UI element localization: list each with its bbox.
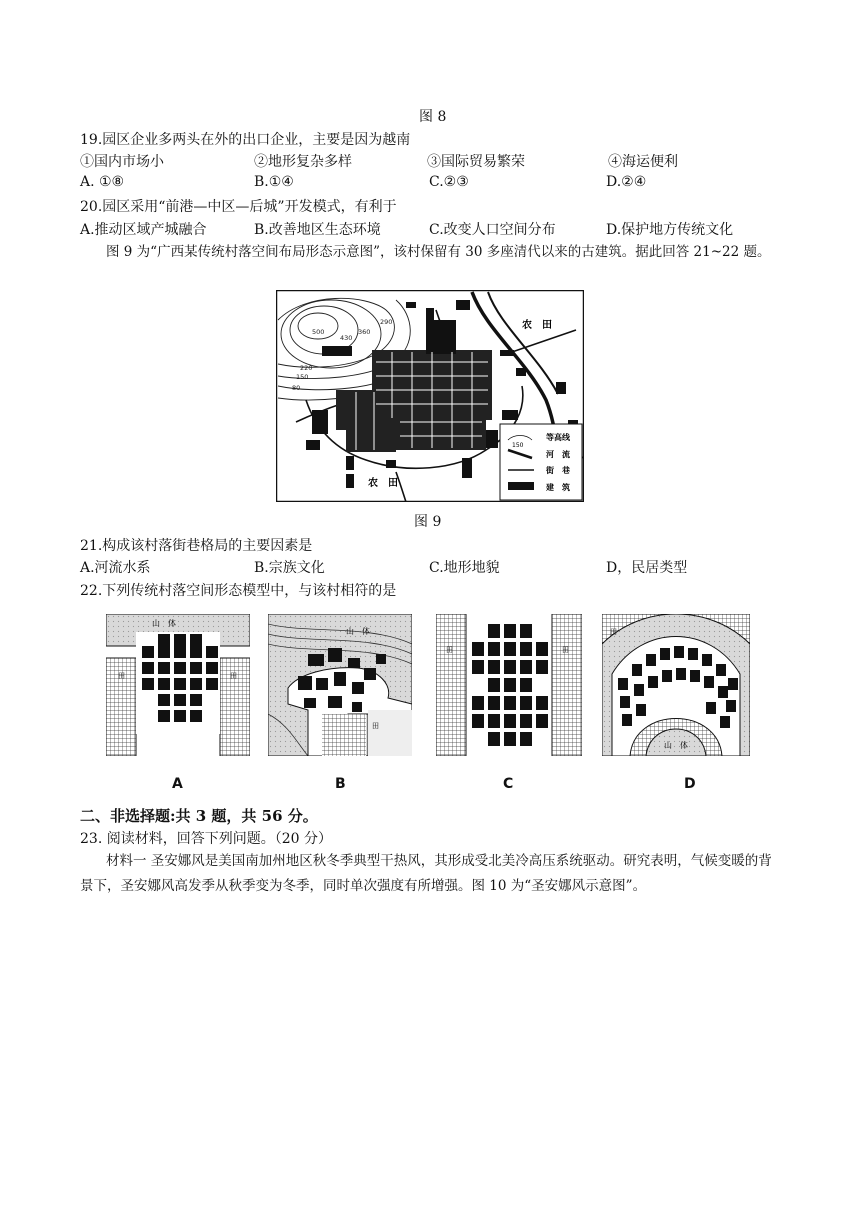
- q20-option-c[interactable]: C.改变人口空间分布: [429, 222, 556, 238]
- model-panel-c[interactable]: [436, 614, 582, 756]
- figure-8-caption: 图 8: [419, 109, 447, 125]
- figure-9-village-map: [276, 290, 584, 502]
- q19-item-1: ①国内市场小: [80, 154, 164, 170]
- q20-option-d[interactable]: D.保护地方传统文化: [606, 222, 734, 238]
- farmland-label-top: 农 田: [522, 320, 552, 331]
- legend-contour-sample: 150: [512, 442, 524, 449]
- contour-label-430: 430: [340, 334, 353, 342]
- panel-c-farm-left: 田: [446, 646, 453, 654]
- panel-b-mountain-label: 山 体: [346, 627, 370, 636]
- panel-label-d: D: [684, 776, 696, 792]
- contour-label-500: 500: [312, 328, 325, 336]
- panel-a-mountain-label: 山 体: [152, 619, 176, 628]
- contour-label-290: 290: [380, 318, 393, 326]
- model-panel-a[interactable]: [106, 614, 250, 756]
- contour-label-220: 220: [300, 364, 313, 372]
- question-19-stem: 19.园区企业多两头在外的出口企业，主要是因为越南: [80, 132, 411, 148]
- q21-option-d[interactable]: D，民居类型: [606, 560, 688, 576]
- legend-contour: 等高线: [546, 433, 570, 442]
- question-23-stem: 23. 阅读材料，回答下列问题。（20 分）: [80, 831, 332, 847]
- legend-building: 建 筑: [546, 483, 570, 492]
- q19-option-b[interactable]: B.①④: [254, 174, 294, 190]
- panel-label-c: C: [503, 776, 514, 792]
- panel-a-farm-left: 田: [118, 672, 125, 680]
- q21-option-a[interactable]: A.河流水系: [80, 560, 151, 576]
- panel-c-farm-right: 田: [562, 646, 569, 654]
- panel-a-farm-right: 田: [230, 672, 237, 680]
- question-21-stem: 21.构成该村落街巷格局的主要因素是: [80, 538, 313, 554]
- legend-river: 河 流: [546, 450, 570, 459]
- map-legend: [500, 424, 582, 500]
- legend-street: 街 巷: [546, 466, 570, 475]
- farmland-label-bottom: 农 田: [368, 478, 398, 489]
- q21-option-b[interactable]: B.宗族文化: [254, 560, 325, 576]
- q19-item-4: ④海运便利: [608, 154, 678, 170]
- q19-item-2: ②地形复杂多样: [254, 154, 352, 170]
- q20-option-b[interactable]: B.改善地区生态环境: [254, 222, 381, 238]
- section-2-heading: 二、非选择题:共 3 题，共 56 分。: [80, 807, 318, 825]
- contour-label-80: 80: [292, 384, 301, 392]
- q19-option-c[interactable]: C.②③: [429, 174, 469, 190]
- contour-label-360: 360: [358, 328, 371, 336]
- panel-label-b: B: [335, 776, 346, 792]
- q19-option-a[interactable]: A. ①⑧: [80, 174, 125, 190]
- model-panel-d[interactable]: [602, 614, 750, 756]
- model-panel-b[interactable]: [268, 614, 412, 756]
- q21-option-c[interactable]: C.地形地貌: [429, 560, 500, 576]
- panel-d-farm: 田: [610, 628, 617, 636]
- panel-label-a: A: [172, 776, 183, 792]
- figure-9-caption: 图 9: [414, 514, 442, 530]
- panel-d-mountain-label: 山 体: [664, 741, 688, 750]
- q20-option-a[interactable]: A.推动区域产城融合: [80, 222, 207, 238]
- figure-9-intro: 图 9 为“广西某传统村落空间布局形态示意图”，该村保留有 30 多座清代以来的古建筑。据此回答 21~22 题。: [106, 244, 771, 260]
- q19-option-d[interactable]: D.②④: [606, 174, 647, 190]
- contour-label-150: 150: [296, 373, 309, 381]
- q23-material-1: 材料一 圣安娜风是美国南加州地区秋冬季典型干热风，其形成受北美冷高压系统驱动。研究表明，气候变暖的背景下，圣安娜风高发季从秋季变为冬季，同时单次强度有所增强。图 10 为“圣安娜风示意图”。: [80, 853, 772, 894]
- q19-item-3: ③国际贸易繁荣: [427, 154, 525, 170]
- question-22-stem: 22.下列传统村落空间形态模型中，与该村相符的是: [80, 583, 397, 599]
- question-20-stem: 20.园区采用“前港—中区—后城”开发模式，有利于: [80, 199, 397, 215]
- panel-b-farm: 田: [372, 722, 379, 730]
